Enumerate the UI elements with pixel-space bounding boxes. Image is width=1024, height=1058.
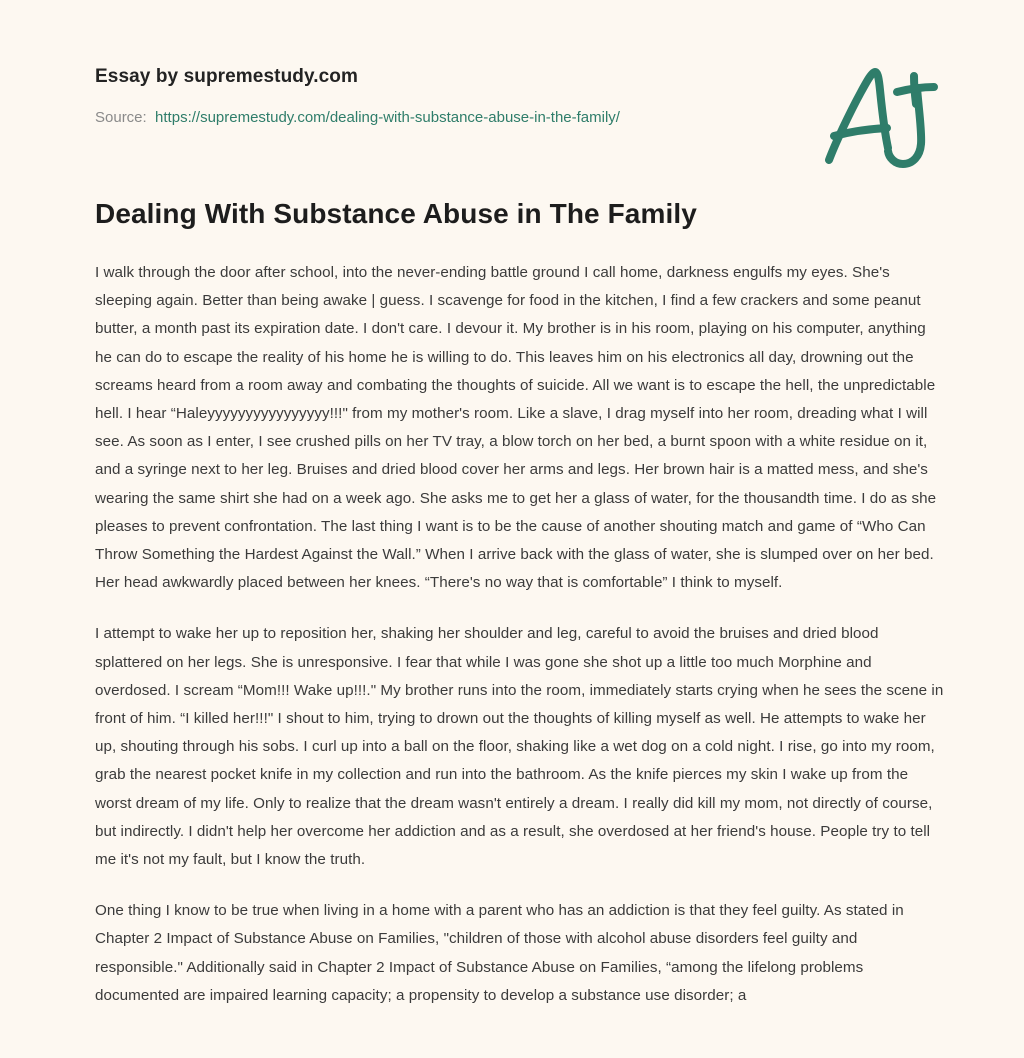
paragraph: One thing I know to be true when living in a home with a parent who has an addiction is that they feel guilty. As stated in Chapter 2 Impact of Substance Abuse on Families, "children of those with alcohol abuse disorders feel guilty and responsible." Additionally said in Chapter 2 Impact of Substance Abuse on Families, “among the lifelong problems documented are impaired learning capacity; a propensity to develop a substance use disorder; a	[95, 902, 904, 1004]
page-title: Dealing With Substance Abuse in The Family	[95, 198, 697, 229]
essay-body	[0, 259, 1024, 1010]
paragraph: I attempt to wake her up to reposition her, shaking her shoulder and leg, careful to avoid the bruises and dried blood splattered on her legs. She is unresponsive. I fear that while I was gone she shot up a little too much Morphine and overdosed. I scream “Mom!!! Wake up!!!." My brother runs into the room, immediately starts crying when he sees the scene in front of him. “I killed her!!!" I shout to him, trying to drown out the thoughts of killing myself as well. He attempts to wake her up, shouting through his sobs. I curl up into a ball on the floor, shaking like a wet dog on a cold night. I rise, go into my room, grab the nearest pocket knife in my collection and run into the bathroom. As the knife pierces my skin I wake up from the worst dream of my life. Only to realize that the dream wasn't entirely a dream. I really did kill my mom, not directly of course, but indirectly. I didn't help her overcome her addiction and as a result, she overdosed at her friend's house. People try to tell me it's not my fault, but I know the truth.	[95, 625, 944, 869]
a-plus-logo-icon[interactable]	[809, 52, 949, 180]
source-label: Source:	[95, 108, 147, 126]
source-url-link[interactable]: https://supremestudy.com/dealing-with-substance-abuse-in-the-family/	[155, 108, 620, 126]
page-header	[0, 0, 1024, 196]
paragraph: I walk through the door after school, into the never-ending battle ground I call home, darkness engulfs my eyes. She's sleeping again. Better than being awake | guess. I scavenge for food in the kitchen, I find a few crackers and some peanut butter, a month past its expiration date. I don't care. I devour it. My brother is in his room, playing on his computer, anything he can do to escape the reality of his home he is willing to do. This leaves him on his electronics all day, drowning out the screams heard from a room away and combating the thoughts of suicide. All we want is to escape the hell, the unpredictable hell. I hear “Haleyyyyyyyyyyyyyyyy!!!" from my mother's room. Like a slave, I drag myself into her room, dreading what I will see. As soon as I enter, I see crushed pills on her TV tray, a blow torch on her bed, a burnt spoon with a white residue on it, and a syringe next to her leg. Bruises and dried blood cover her arms and legs. Her brown hair is a matted mess, and she's wearing the same shirt she had on a week ago. She asks me to get her a glass of water, for the thousandth time. I do as she pleases to prevent confrontation. The last thing I want is to be the cause of another shouting match and game of “Who Can Throw Something the Hardest Against the Wall.” When I arrive back with the glass of water, she is slumped over on her bed. Her head awkwardly placed between her knees. “There's no way that is comfortable” I think to myself.	[95, 264, 937, 592]
byline: Essay by supremestudy.com	[95, 66, 358, 87]
